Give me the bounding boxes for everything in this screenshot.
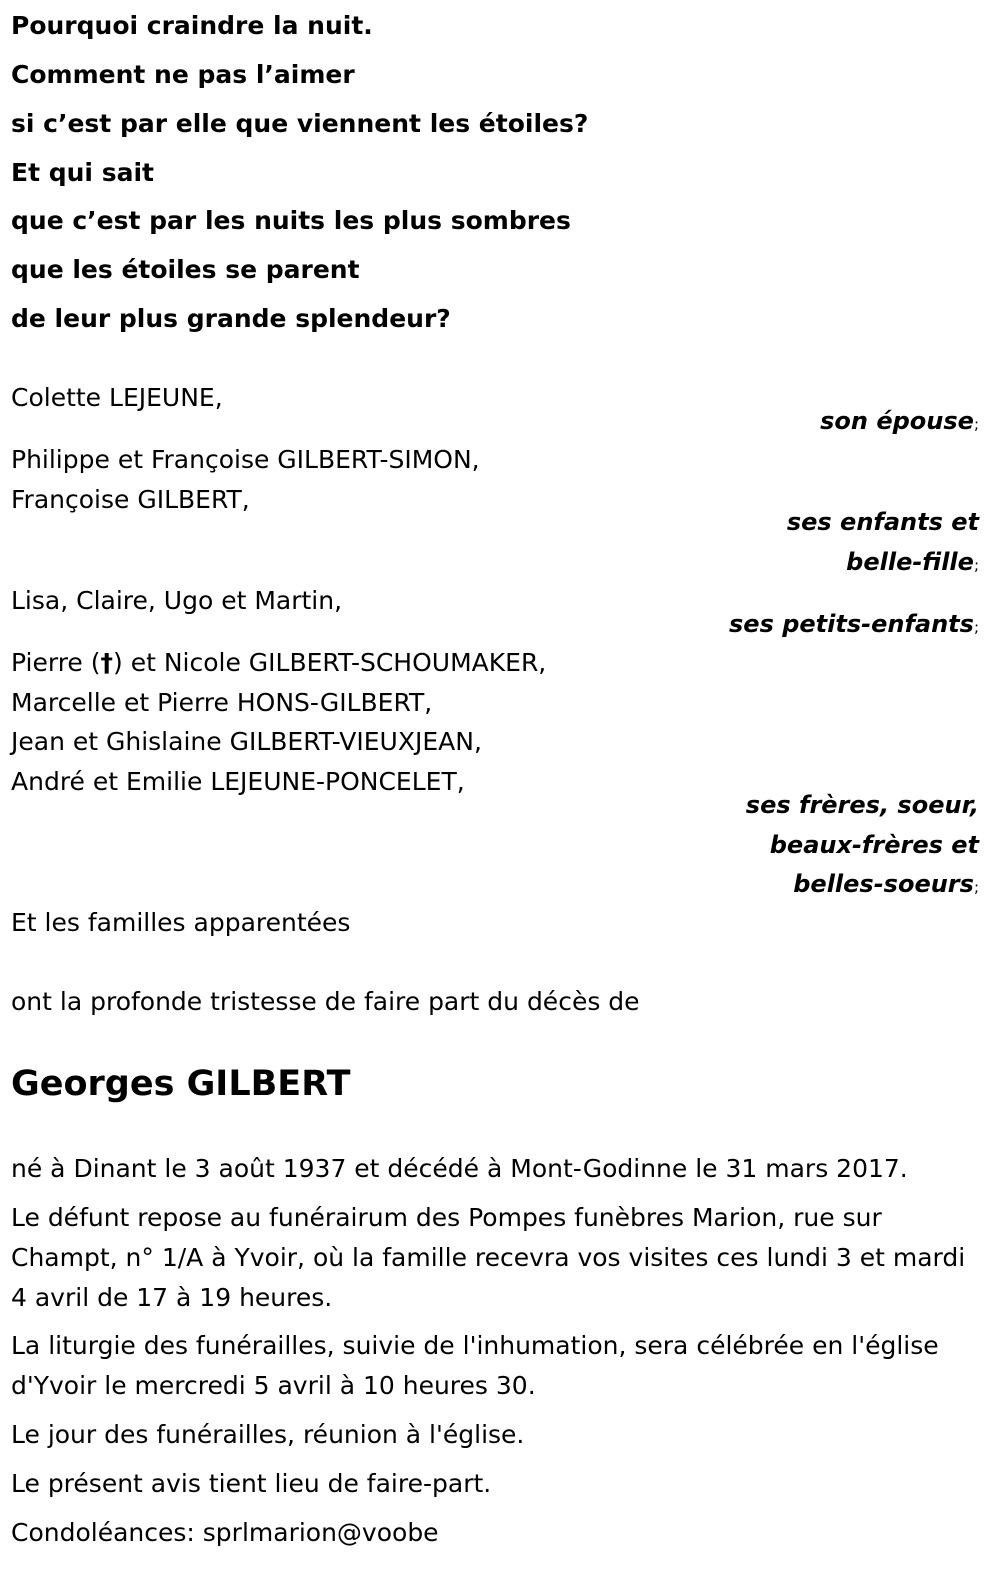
cross-icon: † (100, 648, 114, 677)
role-text: ses petits-enfants (729, 610, 974, 638)
poem-line: de leur plus grande splendeur? (11, 304, 451, 333)
sibling-name: André et Emilie LEJEUNE-PONCELET, (11, 767, 465, 796)
related-families: Et les familles apparentées (11, 908, 351, 937)
role-text: belle-fille (846, 548, 974, 576)
sibling-prefix: Pierre ( (11, 648, 101, 677)
poem-line: si c’est par elle que viennent les étoiles? (11, 109, 589, 138)
grandchildren-names: Lisa, Claire, Ugo et Martin, (11, 586, 343, 615)
notice-info: Le présent avis tient lieu de faire-part. (11, 1469, 492, 1498)
siblings-role: beaux-frères et (769, 831, 979, 859)
spouse-role (820, 405, 979, 440)
funeral-info: La liturgie des funérailles, suivie de l'inhumation, sera célébrée en l'église d'Yvoir le mercredi 5 avril à 10 heures 30. (11, 1331, 939, 1400)
announcement-text: ont la profonde tristesse de faire part du décès de (11, 987, 640, 1016)
deceased-name: Georges GILBERT (11, 1064, 351, 1104)
grandchildren-role (729, 608, 979, 643)
visitation-info: Le défunt repose au funérairum des Pompes funèbres Marion, rue sur Champt, n° 1/A à Yvoir, où la famille recevra vos visites ces lundi 3 et mardi 4 avril de 17 à 19 heures. (11, 1203, 966, 1312)
role-separator: ; (973, 415, 979, 433)
role-text: son épouse (820, 407, 974, 435)
role-text: belles-soeurs (793, 870, 974, 898)
poem-line: Pourquoi craindre la nuit. (11, 11, 373, 40)
children-role (846, 546, 979, 581)
spouse-name: Colette LEJEUNE, (11, 383, 223, 412)
sibling-name (11, 647, 546, 679)
role-separator: ; (973, 556, 979, 574)
sibling-suffix: ) et Nicole GILBERT-SCHOUMAKER, (113, 648, 547, 677)
siblings-role: ses frères, soeur, (745, 791, 979, 819)
child-name: Françoise GILBERT, (11, 485, 250, 514)
sibling-name: Jean et Ghislaine GILBERT-VIEUXJEAN, (11, 727, 482, 756)
sibling-name: Marcelle et Pierre HONS-GILBERT, (11, 688, 433, 717)
role-separator: ; (973, 878, 979, 896)
meeting-info: Le jour des funérailles, réunion à l'église. (11, 1420, 525, 1449)
birth-death-info: né à Dinant le 3 août 1937 et décédé à Mont-Godinne le 31 mars 2017. (11, 1154, 908, 1183)
condolences-info: Condoléances: sprlmarion@voobe (11, 1518, 439, 1547)
child-name: Philippe et Françoise GILBERT-SIMON, (11, 445, 480, 474)
poem-line: que les étoiles se parent (11, 255, 360, 284)
role-separator: ; (973, 618, 979, 636)
poem-line: Et qui sait (11, 158, 154, 187)
children-role: ses enfants et (786, 508, 979, 536)
siblings-role (793, 868, 979, 903)
poem-line: que c’est par les nuits les plus sombres (11, 206, 571, 235)
poem-line: Comment ne pas l’aimer (11, 60, 355, 89)
